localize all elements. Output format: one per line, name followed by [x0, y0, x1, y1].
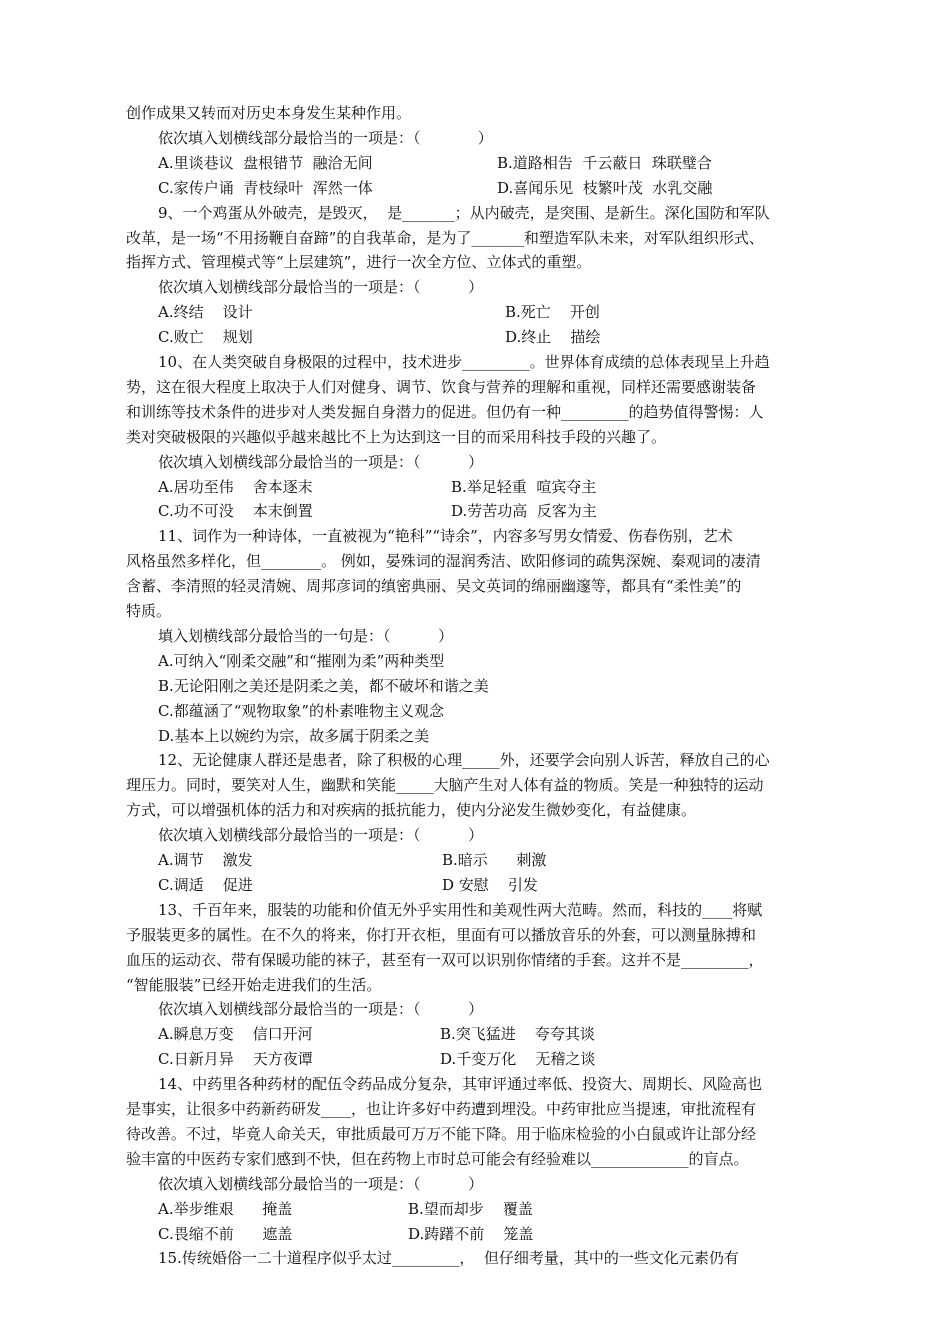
- option-left: A.瞬息万变 信口开河: [158, 1025, 313, 1044]
- option-left: C.败亡 规划: [158, 328, 253, 347]
- text-line: 血压的运动衣、带有保暖功能的袜子，甚至有一双可以识别你情绪的手套。这并不是_________，: [126, 950, 764, 969]
- text-line: 理压力。同时，要笑对人生，幽默和笑能_____大脑产生对人体有益的物质。笑是一种独特的运动: [126, 776, 764, 795]
- text-line: 依次填入划横线部分最恰当的一项是：（ ）: [158, 452, 484, 471]
- text-line: 和训练等技术条件的进步对人类发掘自身潜力的促进。但仍有一种_________的趋势值得警惕：人: [126, 402, 764, 421]
- option-right: B.暗示 刺激: [442, 851, 547, 869]
- option-right: D.终止 描绘: [505, 328, 601, 347]
- text-line: 14、中药里各种药材的配伍令药品成分复杂，其审评通过率低、投资大、周期长、风险高也: [158, 1075, 763, 1094]
- text-line: 是事实，让很多中药新药研发____，也让许多好中药遭到埋没。中药审批应当提速，审批流程有: [126, 1100, 757, 1118]
- option-left: C.功不可没 本末倒置: [158, 502, 313, 521]
- option-right: D 安慰 引发: [442, 875, 538, 894]
- option-right: D.劳苦功高 反客为主: [451, 502, 597, 521]
- text-line: 势，这在很大程度上取决于人们对健身、调节、饮食与营养的理解和重视，同样还需要感谢装备: [126, 377, 757, 396]
- text-line: 风格虽然多样化，但________。 例如，晏殊词的湿润秀洁、欧阳修词的疏隽深婉、秦观词的凄清: [126, 552, 761, 571]
- option-left: C.畏缩不前 遮盖: [158, 1224, 293, 1243]
- option-left: C.家传户诵 青枝绿叶 浑然一体: [158, 178, 373, 197]
- option-left: A.举步维艰 掩盖: [158, 1199, 293, 1218]
- text-line: A.可纳入“刚柔交融”和“摧刚为柔”两种类型: [158, 651, 445, 670]
- text-line: 依次填入划横线部分最恰当的一项是：（ ）: [158, 278, 484, 297]
- text-line: 改革，是一场“不用扬鞭自奋蹄”的自我革命，是为了_______和塑造军队未来，对军队组织形式、: [126, 228, 764, 247]
- text-line: 12、无论健康人群还是患者，除了积极的心理_____外，还要学会向别人诉苦，释放自己的心: [158, 751, 770, 770]
- text-line: 验丰富的中医药专家们感到不快，但在药物上市时总可能会有经验难以_____________的盲点。: [126, 1149, 749, 1168]
- text-line: 9、一个鸡蛋从外破壳，是毁灭， 是_______；从内破壳，是突围、是新生。深化国防和军队: [158, 203, 770, 222]
- option-right: D.踌躇不前 笼盖: [408, 1224, 534, 1243]
- text-line: “智能服装”已经开始走进我们的生活。: [126, 975, 382, 994]
- text-line: 依次填入划横线部分最恰当的一项是：（ ）: [158, 128, 493, 147]
- option-right: B.举足轻重 喧宾夺主: [451, 477, 597, 496]
- text-line: D.基本上以婉约为宗，故多属于阴柔之美: [158, 726, 430, 745]
- option-right: D.千变万化 无稽之谈: [440, 1050, 596, 1069]
- text-line: C.都蕴涵了“观物取象”的朴素唯物主义观念: [158, 701, 445, 720]
- text-line: 填入划横线部分最恰当的一句是：（ ）: [158, 626, 454, 645]
- option-right: B.望而却步 覆盖: [408, 1199, 533, 1218]
- text-line: 指挥方式、管理模式等“上层建筑”，进行一次全方位、立体式的重塑。: [126, 253, 592, 272]
- option-left: A.终结 设计: [158, 303, 253, 322]
- text-line: 方式，可以增强机体的活力和对疾病的抵抗能力，使内分泌发生微妙变化，有益健康。: [126, 801, 697, 820]
- text-line: 待改善。不过，毕竟人命关天，审批质最可万万不能下降。用于临床检验的小白鼠或许让部分经: [126, 1124, 757, 1143]
- option-left: C.日新月异 天方夜谭: [158, 1050, 313, 1069]
- option-right: D.喜闻乐见 枝繁叶茂 水乳交融: [497, 178, 713, 197]
- text-line: 依次填入划横线部分最恰当的一项是：（ ）: [158, 1174, 484, 1193]
- option-right: B.道路相告 千云蔽日 珠联璧合: [497, 153, 712, 172]
- text-line: 11、词作为一种诗体，一直被视为“艳科”“诗余”，内容多写男女情爱、伤春伤别，艺术: [158, 527, 733, 546]
- option-right: B.突飞猛进 夸夸其谈: [440, 1025, 595, 1044]
- option-left: C.调适 促进: [158, 875, 253, 894]
- text-line: 予服装更多的属性。在不久的将来，你打开衣柜，里面有可以播放音乐的外套，可以测量脉搏和: [126, 925, 757, 944]
- option-left: A.调节 激发: [158, 851, 253, 869]
- option-left: A.居功至伟 舍本逐末: [158, 477, 313, 496]
- option-right: B.死亡 开创: [505, 303, 600, 322]
- text-line: 类对突破极限的兴趣似乎越来越比不上为达到这一目的而采用科技手段的兴趣了。: [126, 427, 667, 446]
- text-line: 创作成果又转而对历史本身发生某种作用。: [126, 104, 412, 122]
- text-line: 含蓄、李清照的轻灵清婉、周邦彦词的缜密典丽、吴文英词的绵丽幽邃等，都具有“柔性美”的: [126, 577, 742, 596]
- text-line: 10、在人类突破自身极限的过程中，技术进步_________。世界体育成绩的总体表现呈上升趋: [158, 353, 770, 371]
- text-line: 15.传统婚俗一二十道程序似乎太过_________， 但仔细考量，其中的一些文化元素仍有: [158, 1249, 739, 1268]
- text-line: 特质。: [126, 602, 172, 620]
- option-left: A.里谈巷议 盘根错节 融洽无间: [158, 153, 373, 172]
- text-line: 13、千百年来，服装的功能和价值无外乎实用性和美观性两大范畴。然而，科技的____将赋: [158, 900, 763, 919]
- text-line: 依次填入划横线部分最恰当的一项是：（ ）: [158, 826, 484, 845]
- text-line: 依次填入划横线部分最恰当的一项是：（ ）: [158, 1000, 484, 1019]
- text-line: B.无论阳刚之美还是阴柔之美，都不破坏和谐之美: [158, 676, 489, 695]
